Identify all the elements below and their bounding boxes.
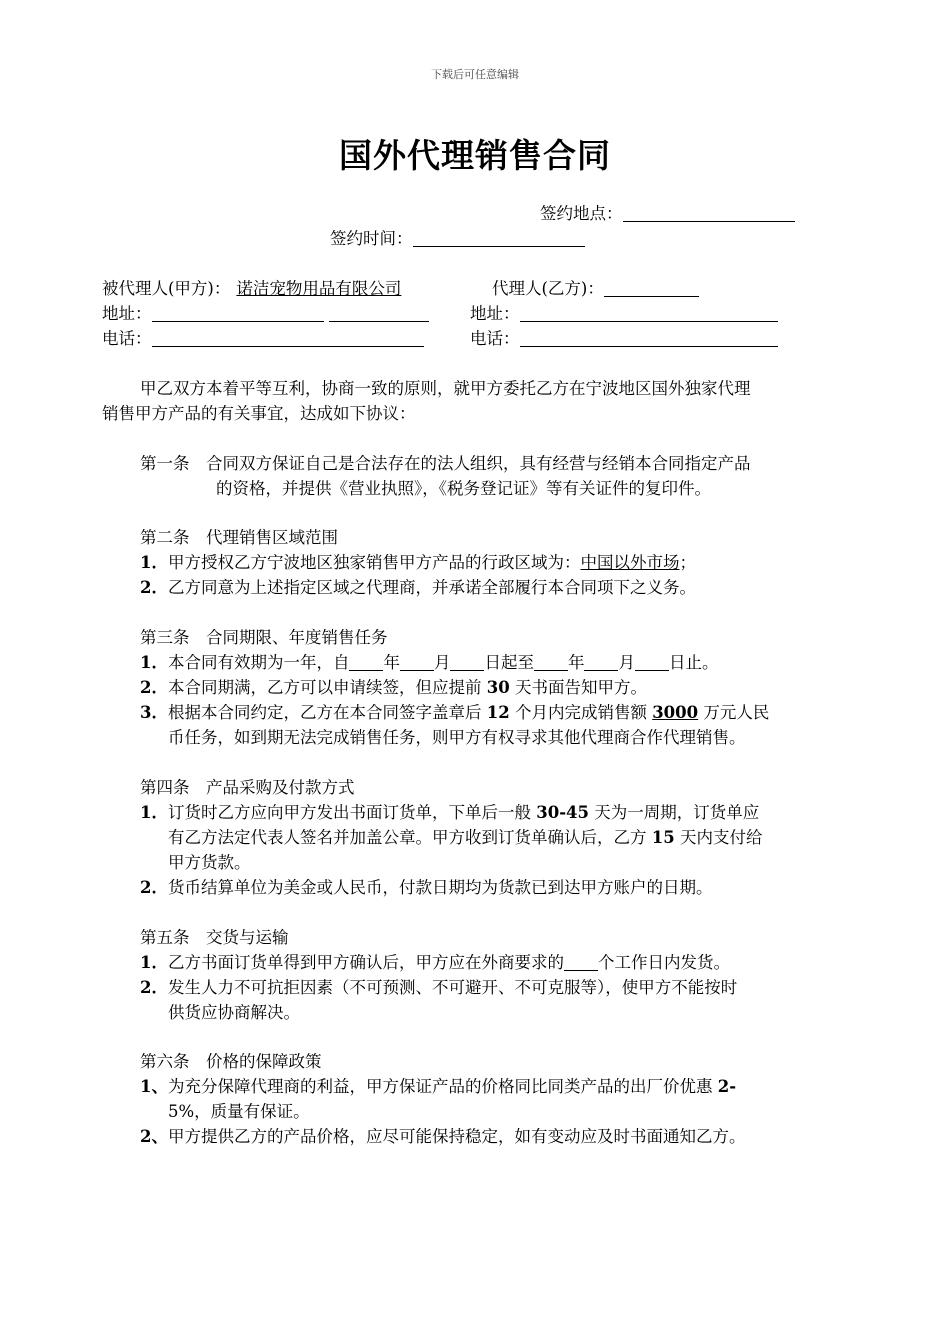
article-4-item-1-cont-2: 甲方货款。: [168, 853, 251, 872]
item-number: 2．: [140, 878, 168, 897]
article-6-item-2: [140, 1123, 745, 1147]
article-1-head: 第一条 合同双方保证自己是合法存在的法人组织，具有经营与经销本合同指定产品: [140, 454, 751, 473]
item-text: 甲方提供乙方的产品价格，应尽可能保持稳定，如有变动应及时书面通知乙方。: [167, 1127, 746, 1146]
party-a-label: 被代理人(甲方)：: [102, 279, 231, 298]
article-5-item-2: [140, 974, 737, 998]
article-3-item-1: [140, 649, 718, 673]
party-b-phone-blank[interactable]: [520, 330, 778, 348]
day-label: 日止。: [668, 653, 719, 672]
month-label: 月: [433, 653, 451, 672]
item-text-end: ；: [679, 553, 696, 572]
start-month-blank[interactable]: [400, 654, 434, 672]
item-text: 天书面告知甲方。: [514, 678, 647, 697]
article-1-cont: 的资格，并提供《营业执照》，《税务登记证》等有关证件的复印件。: [216, 479, 711, 498]
item-text: 本合同期满，乙方可以申请续签，但应提前: [167, 678, 482, 697]
year-label: 年: [567, 653, 585, 672]
start-day-blank[interactable]: [450, 654, 484, 672]
item-text: 乙方同意为上述指定区域之代理商，并承诺全部履行本合同项下之义务。: [167, 578, 696, 597]
article-4-item-1-cont: [168, 824, 762, 848]
party-a-row: [102, 275, 411, 299]
delivery-days-blank[interactable]: [564, 954, 598, 972]
article-6-item-1: [140, 1073, 736, 1097]
end-day-blank[interactable]: [635, 654, 669, 672]
article-2-item-2: [140, 574, 696, 598]
year-label: 年: [383, 653, 400, 672]
document-title: 国外代理销售合同: [339, 136, 611, 175]
sign-time-row: [330, 225, 585, 249]
day-label: 日起至: [484, 653, 534, 672]
party-a-phone-blank[interactable]: [152, 330, 424, 348]
article-2-item-1: [140, 549, 696, 573]
end-year-blank[interactable]: [534, 654, 568, 672]
article-4-item-1: [140, 799, 759, 823]
item-text: 有乙方法定代表人签名并加盖公章。甲方收到订货单确认后，乙方: [168, 828, 647, 847]
item-number: 2．: [140, 978, 168, 997]
party-b-address-row: [470, 300, 778, 324]
item-text: 天内支付给: [679, 828, 763, 847]
article-6-item-1-cont: 5%，质量有保证。: [168, 1102, 310, 1121]
item-text: 乙方书面订货单得到甲方确认后，甲方应在外商要求的: [167, 953, 564, 972]
article-3-item-3: [140, 699, 769, 723]
party-a-name: 诺洁宠物用品有限公司: [236, 279, 402, 298]
item-text: 天为一周期，订货单应: [594, 803, 760, 822]
item-number: 3．: [140, 703, 168, 722]
intro-line-2: 销售甲方产品的有关事宜，达成如下协议：: [102, 404, 416, 423]
party-a-phone-label: 电话：: [102, 329, 152, 348]
item-text: 发生人力不可抗拒因素（不可预测、不可避开、不可克服等），使甲方不能按时: [167, 978, 738, 997]
article-3-item-3-cont: 币任务，如到期无法完成销售任务，则甲方有权寻求其他代理商合作代理销售。: [168, 728, 746, 747]
sign-place-blank[interactable]: [623, 205, 795, 223]
item-text: 甲方授权乙方宁波地区独家销售甲方产品的行政区域为：: [167, 553, 581, 572]
item-number: 1．: [140, 653, 168, 672]
item-text: 为充分保障代理商的利益，甲方保证产品的价格同比同类产品的出厂价优惠: [167, 1077, 713, 1096]
sign-time-blank[interactable]: [413, 230, 585, 248]
sales-area: 中国以外市场: [580, 553, 680, 572]
item-number: 2．: [140, 678, 168, 697]
sales-amount: 3000: [652, 703, 699, 722]
party-a-address-blank[interactable]: [152, 305, 324, 323]
party-b-label: 代理人(乙方)：: [492, 279, 604, 298]
item-number: 1、: [140, 1077, 168, 1096]
article-5-head: 第五条 交货与运输: [140, 928, 289, 947]
article-6-head: 第六条 价格的保障政策: [140, 1052, 322, 1071]
notice-days: 30: [486, 678, 510, 697]
article-5-item-2-cont: 供货应协商解决。: [168, 1003, 300, 1022]
party-b-address-blank[interactable]: [520, 305, 778, 323]
article-2-head: 第二条 代理销售区域范围: [140, 528, 338, 547]
article-3-item-2: [140, 674, 647, 698]
article-4-item-2: [140, 874, 712, 898]
item-text: 货币结算单位为美金或人民币，付款日期均为货款已到达甲方账户的日期。: [167, 878, 713, 897]
party-b-phone-label: 电话：: [470, 329, 520, 348]
item-text: 订货时乙方应向甲方发出书面订货单，下单后一般: [167, 803, 531, 822]
intro-line-1: 甲乙双方本着平等互利，协商一致的原则，就甲方委托乙方在宁波地区国外独家代理: [140, 379, 751, 398]
item-number: 1．: [140, 953, 168, 972]
item-number: 2、: [140, 1127, 168, 1146]
start-year-blank[interactable]: [349, 654, 383, 672]
payment-days: 15: [651, 828, 675, 847]
header-note: 下载后可任意编辑: [431, 68, 519, 81]
party-b-row: [492, 275, 699, 299]
party-b-blank[interactable]: [604, 280, 699, 298]
discount-range: 2-: [717, 1077, 737, 1096]
item-number: 2．: [140, 578, 168, 597]
months-count: 12: [486, 703, 510, 722]
sign-place-row: [540, 200, 795, 224]
item-text: 根据本合同约定，乙方在本合同签字盖章后: [167, 703, 482, 722]
party-a-address-row: [102, 300, 429, 324]
article-4-head: 第四条 产品采购及付款方式: [140, 778, 355, 797]
end-month-blank[interactable]: [584, 654, 618, 672]
party-a-phone-row: [102, 325, 424, 349]
sign-place-label: 签约地点：: [540, 204, 623, 223]
party-b-address-label: 地址：: [470, 304, 520, 323]
party-b-phone-row: [470, 325, 778, 349]
sign-time-label: 签约时间：: [330, 229, 413, 248]
party-a-address-blank-2[interactable]: [329, 305, 429, 323]
item-text: 个月内完成销售额: [514, 703, 647, 722]
item-text: 个工作日内发货。: [597, 953, 730, 972]
item-number: 1．: [140, 803, 168, 822]
party-a-address-label: 地址：: [102, 304, 152, 323]
item-text: 本合同有效期为一年，自: [167, 653, 350, 672]
month-label: 月: [618, 653, 635, 672]
article-3-head: 第三条 合同期限、年度销售任务: [140, 628, 388, 647]
item-text: 万元人民: [703, 703, 770, 722]
order-cycle-days: 30-45: [536, 803, 590, 822]
article-5-item-1: [140, 949, 730, 973]
item-number: 1．: [140, 553, 168, 572]
